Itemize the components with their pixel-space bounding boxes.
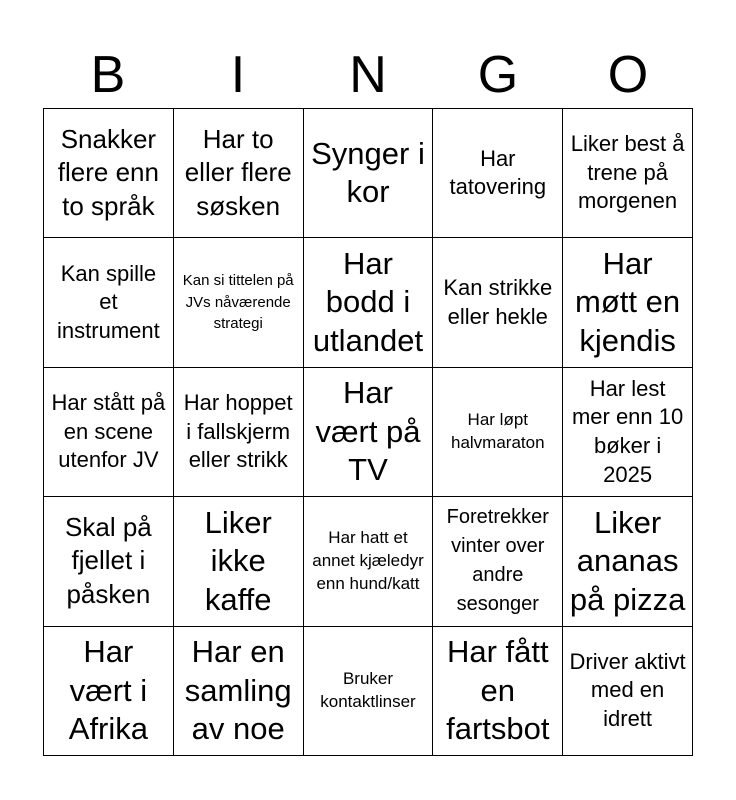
bingo-cell[interactable] — [563, 497, 693, 626]
bingo-cell[interactable] — [174, 627, 304, 756]
header-letter-o: O — [607, 46, 649, 104]
bingo-cell[interactable] — [433, 497, 563, 626]
bingo-cell[interactable] — [563, 238, 693, 367]
cell-text: Har løpt halvmaraton — [451, 410, 545, 452]
bingo-cell[interactable] — [304, 497, 434, 626]
cell-text: Har hatt et annet kjæledyr enn hund/katt — [312, 527, 424, 593]
cell-text: Har tatovering — [449, 145, 547, 200]
bingo-cell[interactable] — [44, 497, 174, 626]
cell-text: Har to eller flere søsken — [184, 123, 292, 222]
header-letter-b: B — [90, 46, 126, 104]
cell-text: Kan spille et instrument — [57, 260, 160, 343]
bingo-cell[interactable] — [174, 497, 304, 626]
bingo-cell[interactable] — [304, 368, 434, 497]
bingo-cell[interactable] — [44, 109, 174, 238]
header-letter-g: G — [477, 46, 519, 104]
bingo-cell[interactable] — [174, 238, 304, 367]
bingo-cell[interactable] — [304, 109, 434, 238]
cell-text: Liker ananas på pizza — [569, 504, 686, 617]
cell-text: Har hoppet i fallskjerm eller strikk — [183, 390, 293, 473]
cell-text: Bruker kontaktlinser — [320, 668, 416, 711]
cell-text: Liker ikke kaffe — [204, 504, 272, 617]
cell-text: Har møtt en kjendis — [575, 245, 681, 358]
cell-text: Synger i kor — [311, 135, 425, 210]
cell-text: Driver aktivt med en idrett — [569, 648, 686, 732]
bingo-cell[interactable] — [563, 368, 693, 497]
cell-text: Har fått en fartsbot — [446, 634, 550, 746]
bingo-cell[interactable] — [174, 368, 304, 497]
cell-text: Har vært på TV — [315, 375, 421, 488]
bingo-cell[interactable] — [563, 109, 693, 238]
bingo-grid — [43, 108, 693, 756]
cell-text: Har en samling av noe — [184, 634, 292, 746]
bingo-cell[interactable] — [174, 109, 304, 238]
bingo-cell[interactable] — [44, 368, 174, 497]
header-letter-i: I — [230, 46, 246, 104]
cell-text: Har vært i Afrika — [68, 634, 149, 746]
bingo-cell[interactable] — [44, 238, 174, 367]
header-letter-n: N — [349, 46, 387, 104]
cell-text: Kan si tittelen på JVs nåværende strategi — [182, 271, 294, 333]
cell-text: Har stått på en scene utenfor JV — [51, 390, 166, 473]
bingo-cell[interactable] — [433, 238, 563, 367]
cell-text: Har bodd i utlandet — [312, 245, 424, 358]
bingo-cell[interactable] — [304, 238, 434, 367]
bingo-cell[interactable] — [433, 368, 563, 497]
bingo-cell[interactable] — [304, 627, 434, 756]
bingo-cell[interactable] — [433, 109, 563, 238]
bingo-cell[interactable] — [563, 627, 693, 756]
cell-text: Har lest mer enn 10 bøker i 2025 — [571, 375, 684, 487]
bingo-cell[interactable] — [44, 627, 174, 756]
cell-text: Kan strikke eller hekle — [443, 275, 553, 329]
cell-text: Liker best å trene på morgenen — [570, 131, 685, 214]
cell-text: Skal på fjellet i påsken — [65, 511, 152, 610]
bingo-header — [43, 42, 693, 108]
cell-text: Snakker flere enn to språk — [57, 123, 159, 222]
cell-text: Foretrekker vinter over andre sesonger — [446, 506, 549, 616]
bingo-cell[interactable] — [433, 627, 563, 756]
